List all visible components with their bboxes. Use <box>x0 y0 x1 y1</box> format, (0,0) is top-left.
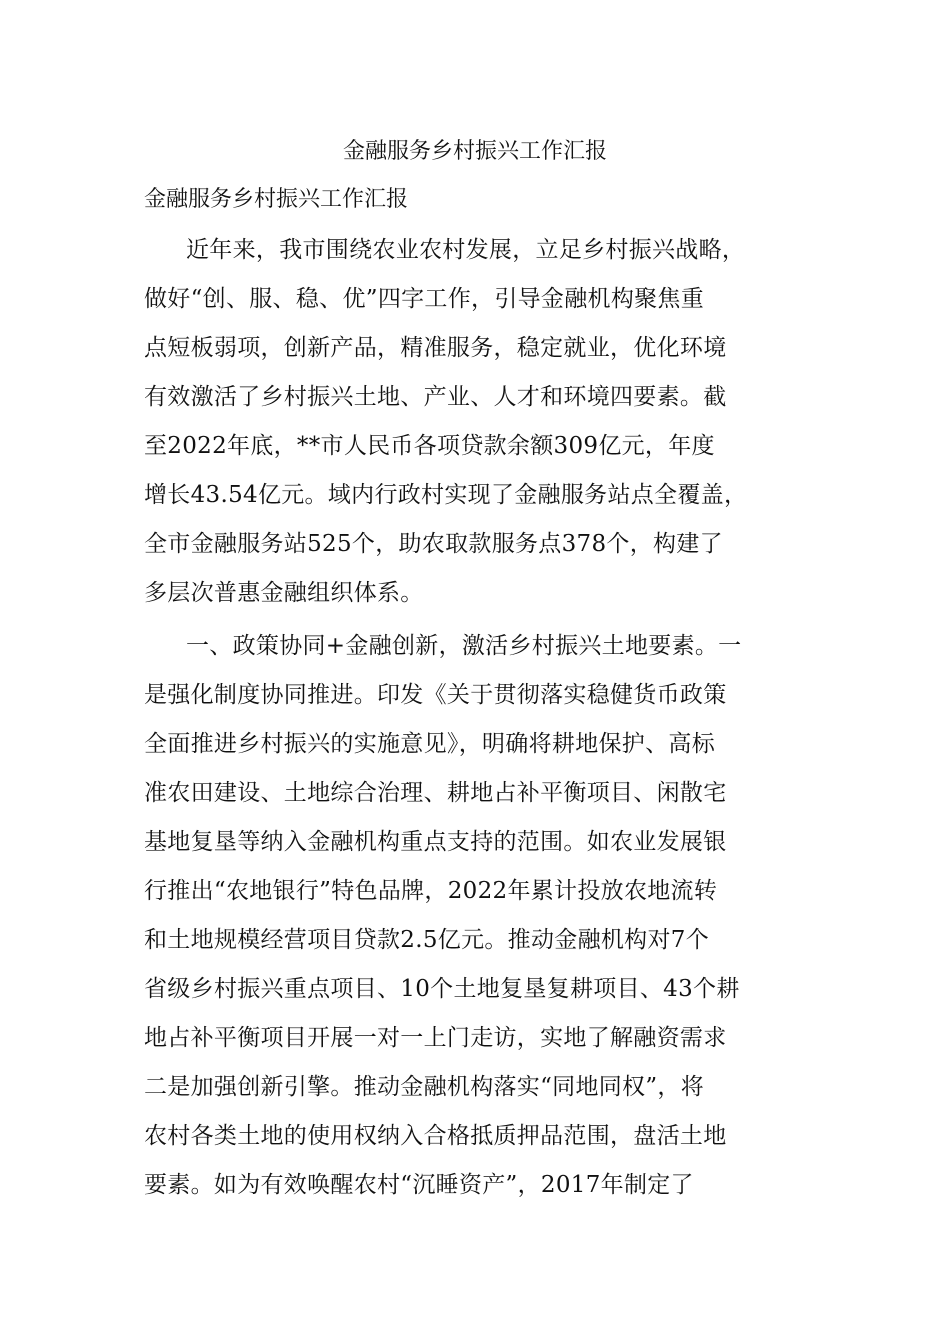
document-title: 金融服务乡村振兴工作汇报 <box>342 139 607 164</box>
paragraph-line: 省级乡村振兴重点项目、10个土地复垦复耕项目、43个耕 <box>144 976 740 1002</box>
paragraph-line: 全面推进乡村振兴的实施意见》，明确将耕地保护、高标 <box>144 731 715 757</box>
paragraph-line: 是强化制度协同推进。印发《关于贯彻落实稳健货币政策 <box>144 682 727 708</box>
paragraph-line: 准农田建设、土地综合治理、耕地占补平衡项目、闲散宅 <box>144 780 727 806</box>
paragraph-line: 全市金融服务站525个，助农取款服务点378个，构建了 <box>144 531 723 557</box>
paragraph-line: 基地复垦等纳入金融机构重点支持的范围。如农业发展银 <box>144 829 727 855</box>
paragraph-line: 一、政策协同+金融创新，激活乡村振兴土地要素。一 <box>186 633 742 659</box>
paragraph-line: 行推出“农地银行”特色品牌，2022年累计投放农地流转 <box>144 878 718 904</box>
paragraph-line: 和土地规模经营项目贷款2.5亿元。推动金融机构对7个 <box>144 927 710 953</box>
paragraph-line: 多层次普惠金融组织体系。 <box>144 580 424 606</box>
paragraph-line: 点短板弱项，创新产品，精准服务，稳定就业，优化环境 <box>144 335 727 361</box>
document-subtitle: 金融服务乡村振兴工作汇报 <box>144 187 409 212</box>
paragraph-line: 要素。如为有效唤醒农村“沉睡资产”，2017年制定了 <box>144 1172 694 1198</box>
paragraph-line: 增长43.54亿元。域内行政村实现了金融服务站点全覆盖， <box>144 482 748 508</box>
paragraph-line: 农村各类土地的使用权纳入合格抵质押品范围，盘活土地 <box>144 1123 727 1149</box>
paragraph-line: 做好“创、服、稳、优”四字工作，引导金融机构聚焦重 <box>144 286 705 312</box>
paragraph-line: 至2022年底，**市人民币各项贷款余额309亿元，年度 <box>144 433 715 459</box>
paragraph-line: 有效激活了乡村振兴土地、产业、人才和环境四要素。截 <box>144 384 727 410</box>
paragraph-line: 二是加强创新引擎。推动金融机构落实“同地同权”，将 <box>144 1074 705 1100</box>
paragraph-line: 近年来，我市围绕农业农村发展，立足乡村振兴战略， <box>186 237 746 263</box>
paragraph-line: 地占补平衡项目开展一对一上门走访，实地了解融资需求 <box>144 1025 727 1051</box>
